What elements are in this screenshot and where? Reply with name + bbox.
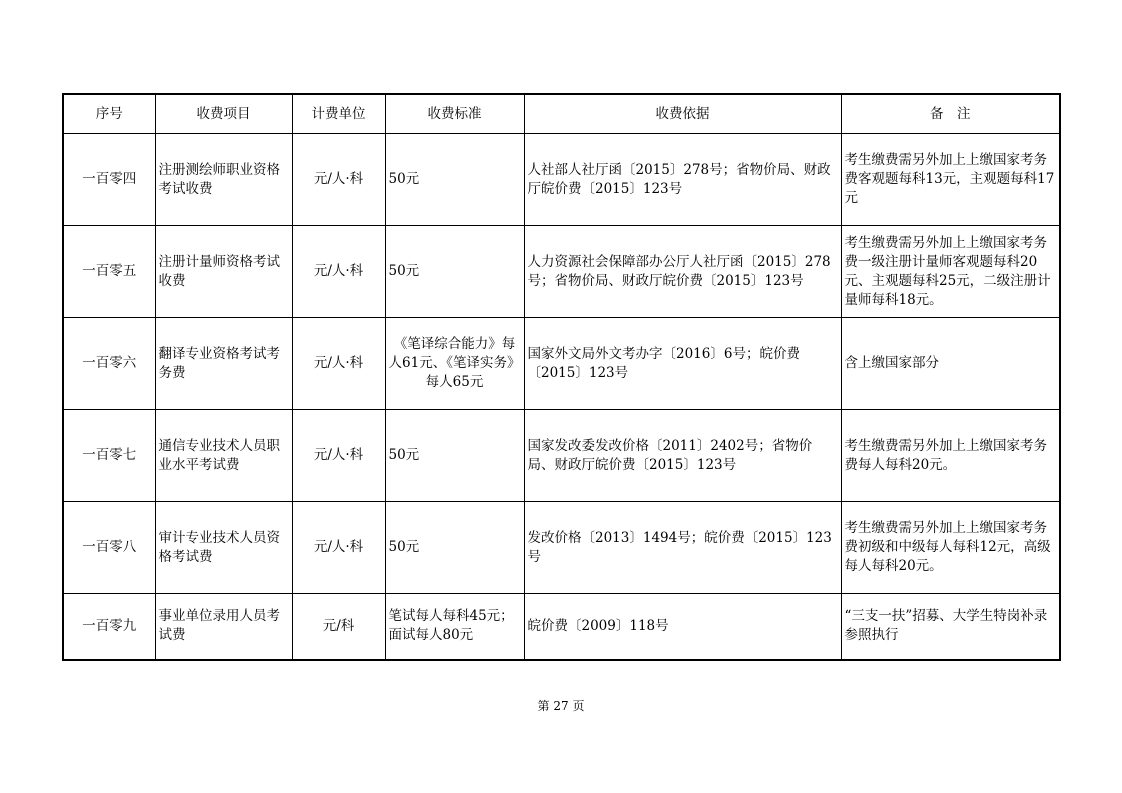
- row-number: 一百零八: [63, 502, 155, 594]
- table-row: [63, 134, 1060, 226]
- fee-item: 翻译专业资格考试考务费: [155, 318, 292, 410]
- billing-unit: 元/人·科: [292, 318, 385, 410]
- fee-item: 注册测绘师职业资格考试收费: [155, 134, 292, 226]
- fee-standard: 50元: [385, 410, 524, 502]
- header-unit: 计费单位: [292, 94, 385, 134]
- fee-basis: 发改价格〔2013〕1494号；皖价费〔2015〕123号: [524, 502, 841, 594]
- fee-item: 通信专业技术人员职业水平考试费: [155, 410, 292, 502]
- table-row: [63, 502, 1060, 594]
- fee-standard: 50元: [385, 134, 524, 226]
- fee-basis: 国家发改委发改价格〔2011〕2402号；省物价局、财政厅皖价费〔2015〕123号: [524, 410, 841, 502]
- fee-item: 审计专业技术人员资格考试费: [155, 502, 292, 594]
- row-number: 一百零七: [63, 410, 155, 502]
- table-row: [63, 318, 1060, 410]
- page-number: 第 27 页: [537, 699, 585, 713]
- fee-note: “三支一扶”招募、大学生特岗补录参照执行: [841, 594, 1060, 660]
- billing-unit: 元/人·科: [292, 226, 385, 318]
- table-row: [63, 410, 1060, 502]
- table-row: [63, 226, 1060, 318]
- header-no: 序号: [63, 94, 155, 134]
- fee-note: 考生缴费需另外加上上缴国家考务费客观题每科13元，主观题每科17元: [841, 134, 1060, 226]
- row-number: 一百零九: [63, 594, 155, 660]
- billing-unit: 元/人·科: [292, 502, 385, 594]
- header-item: 收费项目: [155, 94, 292, 134]
- row-number: 一百零四: [63, 134, 155, 226]
- fee-standard: 笔试每人每科45元；面试每人80元: [385, 594, 524, 660]
- fee-basis: 皖价费〔2009〕118号: [524, 594, 841, 660]
- table-header-row: [63, 94, 1060, 134]
- fee-item: 注册计量师资格考试收费: [155, 226, 292, 318]
- billing-unit: 元/科: [292, 594, 385, 660]
- table-row: [63, 594, 1060, 660]
- fee-standard: 50元: [385, 502, 524, 594]
- header-basis: 收费依据: [524, 94, 841, 134]
- fee-standard: 《笔译综合能力》每人61元、《笔译实务》每人65元: [385, 318, 524, 410]
- billing-unit: 元/人·科: [292, 134, 385, 226]
- row-number: 一百零六: [63, 318, 155, 410]
- fee-basis: 人社部人社厅函〔2015〕278号；省物价局、财政厅皖价费〔2015〕123号: [524, 134, 841, 226]
- header-standard: 收费标准: [385, 94, 524, 134]
- fee-basis: 国家外文局外文考办字〔2016〕6号；皖价费〔2015〕123号: [524, 318, 841, 410]
- fee-item: 事业单位录用人员考试费: [155, 594, 292, 660]
- fee-basis: 人力资源社会保障部办公厅人社厅函〔2015〕278号；省物价局、财政厅皖价费〔2015〕123号: [524, 226, 841, 318]
- billing-unit: 元/人·科: [292, 410, 385, 502]
- fee-note: 考生缴费需另外加上上缴国家考务费初级和中级每人每科12元，高级每人每科20元。: [841, 502, 1060, 594]
- fee-table: [62, 93, 1061, 661]
- header-note: 备 注: [841, 94, 1060, 134]
- row-number: 一百零五: [63, 226, 155, 318]
- fee-note: 含上缴国家部分: [841, 318, 1060, 410]
- fee-standard: 50元: [385, 226, 524, 318]
- fee-note: 考生缴费需另外加上上缴国家考务费一级注册计量师客观题每科20元、主观题每科25元，二级注册计量师每科18元。: [841, 226, 1060, 318]
- fee-note: 考生缴费需另外加上上缴国家考务费每人每科20元。: [841, 410, 1060, 502]
